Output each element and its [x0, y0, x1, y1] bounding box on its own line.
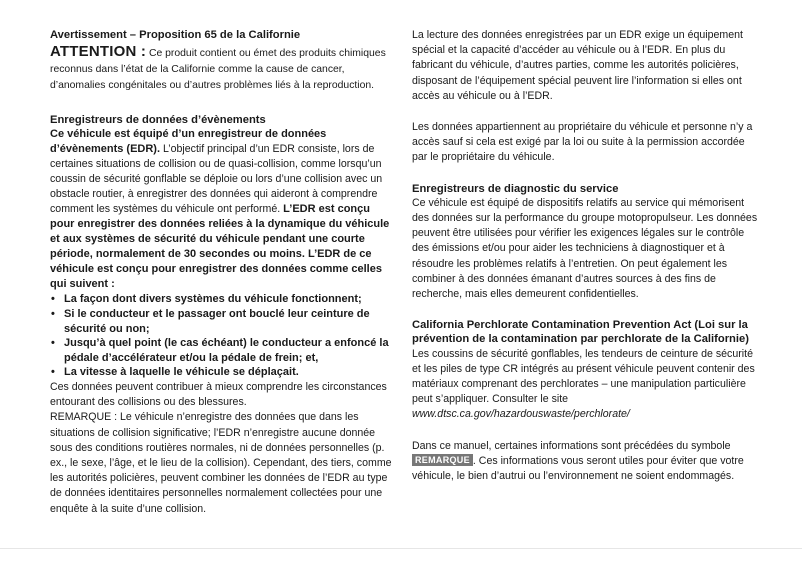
page-bottom-divider: [0, 548, 802, 549]
prop65-heading: Avertissement – Proposition 65 de la Californie: [50, 29, 301, 41]
edr-intro-bold: Ce véhicule est équipé d’un enregistreur de données d’évènements (EDR).: [50, 128, 327, 156]
edr-note: REMARQUE : Le véhicule n’enregistre des données que dans les situations de collision significative; l’EDR n’enregistre aucune donnée sous des conditions routières normales, ni de données personnelles (p. ex., le sexe, l’âge, et le lieu de la collision). Cependant, des tiers, comme les autorités policières, peuvent combiner les données de l’EDR au type de données identitaires personnelles normalement collectées pour une enquête à la suite d’une collision.: [50, 411, 392, 515]
edr-intro: [50, 127, 392, 292]
remark-badge: REMARQUE: [412, 454, 473, 466]
list-item: • La vitesse à laquelle le véhicule se déplaçait.: [50, 365, 392, 380]
left-column: [50, 28, 392, 517]
list-item: • Si le conducteur et le passager ont bouclé leur ceinture de sécurité ou non;: [50, 307, 392, 336]
list-item: • Jusqu’à quel point (le cas échéant) le conducteur a enfoncé la pédale d’accélérateur et/ou la pédale de frein; et,: [50, 336, 392, 365]
attention-label: ATTENTION :: [50, 43, 147, 61]
perchlorate-text: Les coussins de sécurité gonflables, les tendeurs de ceinture de sécurité et les piles de type CR intégrés au présent véhicule peuvent contenir des matériaux comprenant des perchlorates – une manipulation particulière peut s’appliquer. Consulter le site: [412, 347, 755, 406]
edr-bullet-list: [50, 292, 392, 380]
manual-text-1: Dans ce manuel, certaines informations sont précédées du symbole: [412, 439, 731, 452]
edr-design-bold: L’EDR est conçu pour enregistrer des données reliées à la dynamique du véhicule et aux systèmes de sécurité du véhicule pendant une courte période, normalement de 30 secondes ou moins. L’EDR de ce véhicule est conçu pour enregistrer des données comme celles qui suivent :: [50, 203, 390, 291]
edr-after-bullets: Ces données peuvent contribuer à mieux comprendre les circonstances entourant des collisions ou des blessures.: [50, 380, 387, 409]
spacer: [412, 166, 762, 182]
edr-reading-paragraph: La lecture des données enregistrées par un EDR exige un équipement spécial et la capacité d’accéder au véhicule ou à l’EDR. En plus du fabricant du véhicule, d’autres parties, comme les autorités policières, disposant de l’équipement spécial peuvent lire l’information si elles ont accès au véhicule ou à l’EDR.: [412, 29, 743, 102]
edr-heading: Enregistreurs de données d’évènements: [50, 114, 266, 127]
manual-symbol-paragraph: [412, 439, 762, 485]
spacer: [412, 423, 762, 439]
spacer: [412, 302, 762, 318]
perchlorate-url[interactable]: www.dtsc.ca.gov/hazardouswaste/perchlorate/: [412, 408, 630, 421]
perchlorate-heading: California Perchlorate Contamination Prevention Act (Loi sur la prévention de la contamination par perchlorate de la Californie): [412, 319, 749, 346]
prop65-warning: [50, 44, 392, 94]
right-column: [412, 28, 762, 484]
diagnostic-heading: Enregistreurs de diagnostic du service: [412, 182, 619, 195]
diagnostic-paragraph: Ce véhicule est équipé de dispositifs relatifs au service qui mémorisent des données sur la performance du groupe motopropulseur. Les données peuvent être utilisées pour vérifier les exigences légales sur le contrôle des émissions et/ou pour aider les techniciens à diagnostiquer et à résoudre les problèmes relatifs à l’entretien. On peut également les combiner à des données émanant d’autres sources à des fins de recherche, mais elles demeurent confidentielles.: [412, 196, 758, 301]
edr-ownership-paragraph: Les données appartiennent au propriétaire du véhicule et personne n’y a accès sauf si cela est exigé par la loi ou suite à la permission accordée par le propriétaire du véhicule.: [412, 121, 753, 164]
perchlorate-paragraph: [412, 347, 762, 423]
spacer: [412, 104, 762, 120]
prop65-text: Ce produit contient ou émet des produits chimiques reconnus dans l’état de la Californie comme la cause de cancer, d’anomalies congénitales ou d’autres problèmes liés à la reproduction.: [50, 48, 386, 92]
list-item: • La façon dont divers systèmes du véhicule fonctionnent;: [50, 292, 392, 307]
manual-text-2: . Ces informations vous seront utiles pour éviter que votre véhicule, le bien d’autrui ou l’environnement ne soient endommagés.: [412, 454, 744, 483]
edr-intro-text: L’objectif principal d’un EDR consiste, lors de certaines situations de collision ou de quasi-collision, comme lorsqu’un coussin de sécurité gonflable se déploie ou lors d’une collision avec un obstacle routier, à enregistrer des données qui aideront à comprendre comment les systèmes du véhicule ont performé.: [50, 143, 383, 216]
